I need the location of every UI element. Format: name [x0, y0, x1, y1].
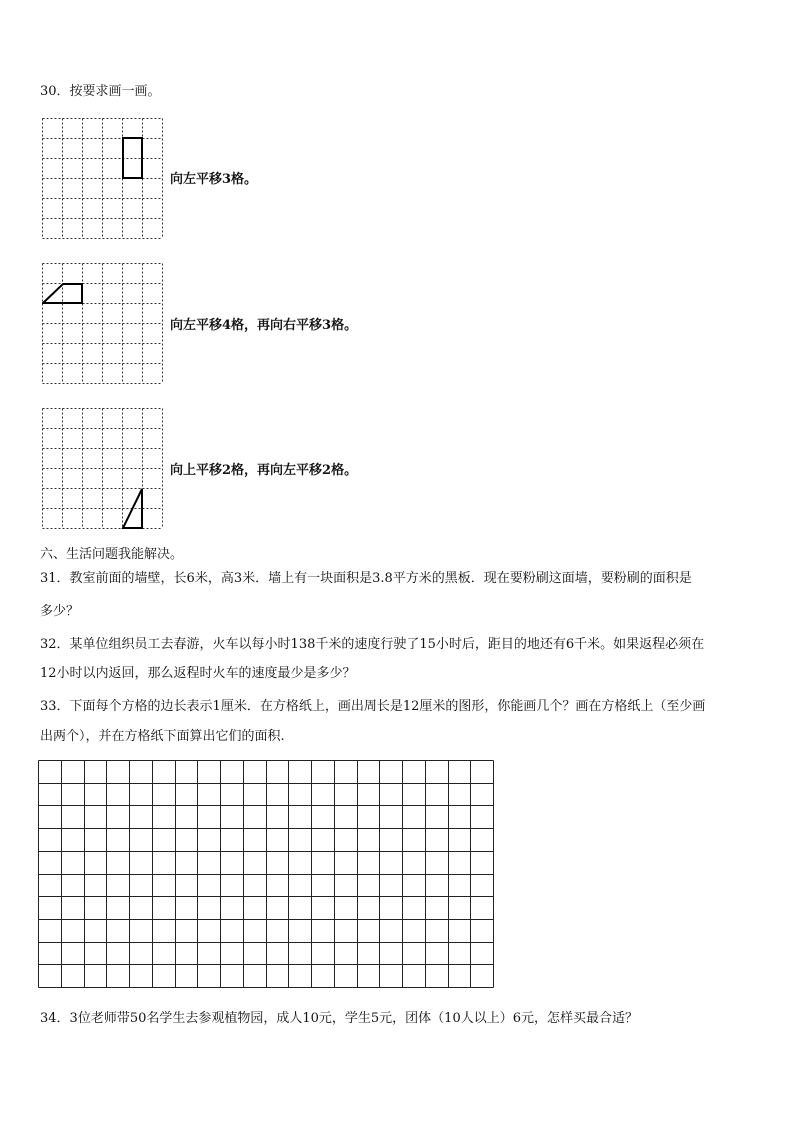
q34-line-1: 34．3位老师带50名学生去参观植物园，成人10元，学生5元，团体（10人以上）6元，怎样买最合适？ — [40, 1011, 638, 1026]
q30-grid-1 — [42, 118, 166, 242]
q31-line-1: 31．教室前面的墙壁，长6米，高3米．墙上有一块面积是3.8平方米的黑板．现在要粉刷这面墙，要粉刷的面积是 — [40, 571, 692, 586]
q33-line-1: 33．下面每个方格的边长表示1厘米．在方格纸上，画出周长是12厘米的图形，你能画几个？画在方格纸上（至少画 — [40, 699, 706, 714]
q32-line-1: 32．某单位组织员工去春游，火车以每小时138千米的速度行驶了15小时后，距目的地还有6千米。如果返程必须在 — [40, 637, 705, 652]
q33-graph-paper[interactable] — [38, 760, 498, 992]
q33-line-2: 出两个），并在方格纸下面算出它们的面积. — [40, 729, 285, 744]
q30-title: 30．按要求画一画。 — [40, 84, 161, 99]
q32-line-2: 12小时以内返回，那么返程时火车的速度最少是多少？ — [40, 666, 356, 681]
q30-instruction-3: 向上平移2格，再向左平移2格。 — [170, 463, 358, 478]
q30-grid-2 — [42, 263, 166, 387]
section-six-heading: 六、生活问题我能解决。 — [40, 547, 184, 562]
q30-instruction-2: 向左平移4格，再向右平移3格。 — [170, 318, 358, 333]
q31-line-2: 多少？ — [40, 604, 80, 619]
q30-instruction-1: 向左平移3格。 — [170, 172, 258, 187]
q30-grid-3 — [42, 408, 166, 532]
